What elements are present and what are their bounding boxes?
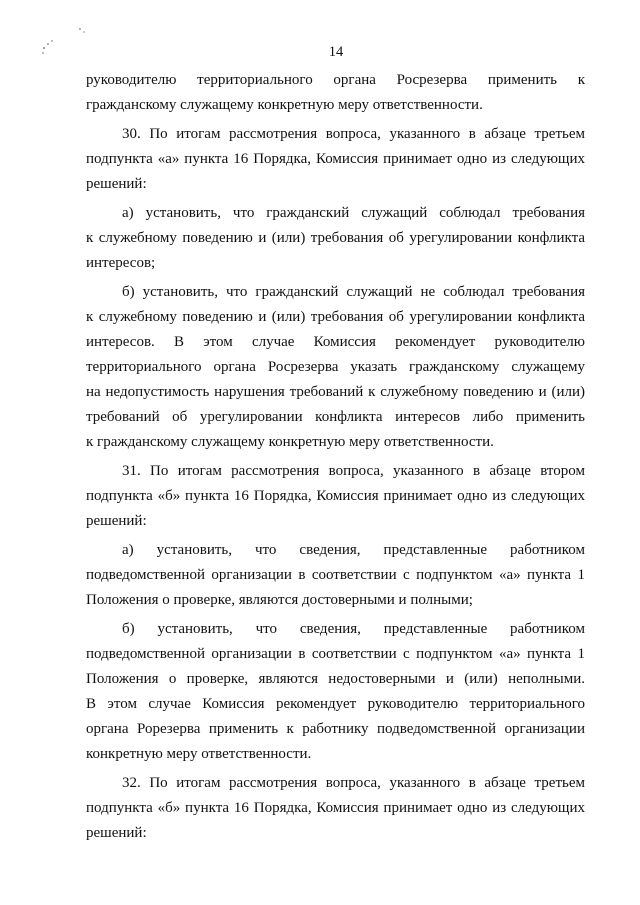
text-line: подведомственной организации в соответствии с подпунктом «а» пункта 1	[86, 646, 585, 662]
text-line: конкретную меру ответственности.	[86, 746, 312, 762]
page-number: 14	[328, 44, 344, 60]
text-line: требований об урегулировании конфликта интересов либо применить	[86, 409, 585, 425]
text-line: к гражданскому служащему конкретную меру ответственности.	[86, 434, 494, 450]
text-line: гражданскому служащему конкретную меру ответственности.	[86, 97, 483, 113]
text-line: территориального органа Росрезерва указать гражданскому служащему	[86, 359, 585, 375]
text-line: 31. По итогам рассмотрения вопроса, указанного в абзаце втором	[122, 463, 585, 479]
text-line: а) установить, что сведения, представленные работником	[122, 542, 585, 558]
text-line: решений:	[86, 513, 147, 529]
text-line: к служебному поведению и (или) требования об урегулировании конфликта	[86, 309, 585, 325]
text-line: решений:	[86, 825, 147, 841]
text-line: Положения о проверке, являются недостоверными и (или) неполными.	[86, 671, 585, 687]
text-line: 32. По итогам рассмотрения вопроса, указанного в абзаце третьем	[122, 775, 585, 791]
text-line: интересов. В этом случае Комиссия рекомендует руководителю	[86, 334, 585, 350]
text-line: решений:	[86, 176, 147, 192]
text-line: подпункта «б» пункта 16 Порядка, Комиссия принимает одно из следующих	[86, 800, 585, 816]
text-line: б) установить, что сведения, представленные работником	[122, 621, 585, 637]
text-line: органа Рорезерва применить к работнику подведомственной организации	[86, 721, 585, 737]
text-line: подпункта «а» пункта 16 Порядка, Комиссия принимает одно из следующих	[86, 151, 585, 167]
text-line: к служебному поведению и (или) требования об урегулировании конфликта	[86, 230, 585, 246]
text-line: руководителю территориального органа Росрезерва применить к	[86, 72, 585, 88]
text-line: подведомственной организации в соответствии с подпунктом «а» пункта 1	[86, 567, 585, 583]
text-line: б) установить, что гражданский служащий не соблюдал требования	[122, 284, 585, 300]
text-line: интересов;	[86, 255, 156, 271]
text-line: подпункта «б» пункта 16 Порядка, Комиссия принимает одно из следующих	[86, 488, 585, 504]
text-line: В этом случае Комиссия рекомендует руководителю территориального	[86, 696, 585, 712]
text-line: на недопустимость нарушения требований к служебному поведению и (или)	[86, 384, 585, 400]
text-line: Положения о проверке, являются достоверными и полными;	[86, 592, 473, 608]
text-line: а) установить, что гражданский служащий соблюдал требования	[122, 205, 585, 221]
text-line: 30. По итогам рассмотрения вопроса, указанного в абзаце третьем	[122, 126, 585, 142]
